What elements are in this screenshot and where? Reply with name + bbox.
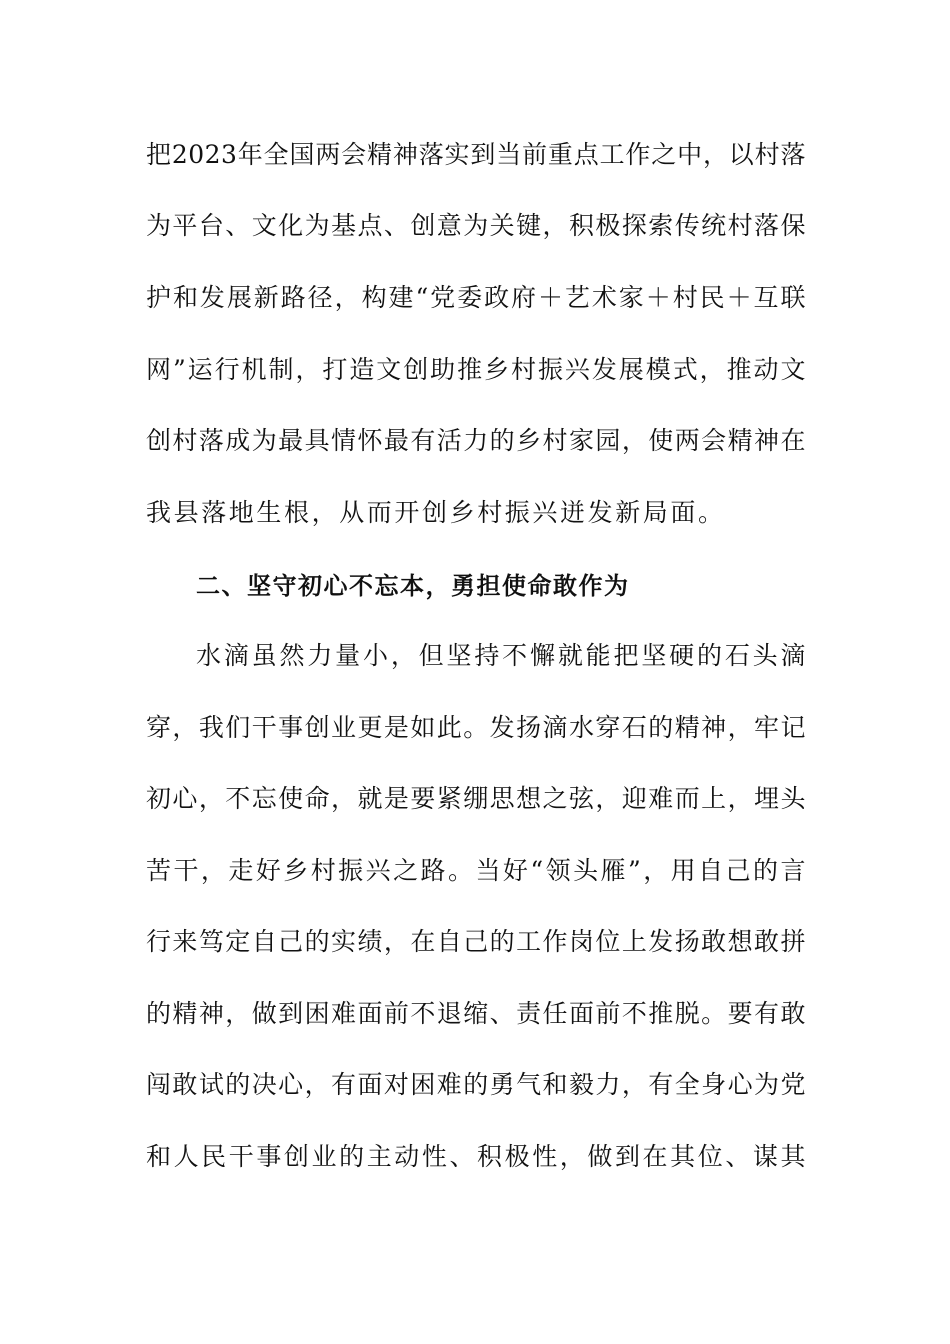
paragraph-line: 护和发展新路径，构建“党委政府＋艺术家＋村民＋互联 [146, 283, 806, 312]
paragraph-line: 把2023年全国两会精神落实到当前重点工作之中，以村落 [146, 140, 806, 169]
paragraph-line: 苦干，走好乡村振兴之路。当好“领头雁”，用自己的言 [146, 856, 806, 885]
paragraph-line: 初心，不忘使命，就是要紧绷思想之弦，迎难而上，埋头 [146, 784, 806, 813]
paragraph-line: 水滴虽然力量小，但坚持不懈就能把坚硬的石头滴 [196, 641, 806, 670]
paragraph-line: 的精神，做到困难面前不退缩、责任面前不推脱。要有敢 [146, 999, 806, 1028]
paragraph-line: 我县落地生根，从而开创乡村振兴迸发新局面。 [146, 498, 726, 527]
paragraph-line: 网”运行机制，打造文创助推乡村振兴发展模式，推动文 [146, 355, 806, 384]
paragraph-line: 和人民干事创业的主动性、积极性，做到在其位、谋其 [146, 1142, 806, 1171]
paragraph-line: 闯敢试的决心，有面对困难的勇气和毅力，有全身心为党 [146, 1070, 806, 1099]
paragraph-line: 为平台、文化为基点、创意为关键，积极探索传统村落保 [146, 211, 806, 240]
paragraph-line: 行来笃定自己的实绩，在自己的工作岗位上发扬敢想敢拼 [146, 927, 806, 956]
paragraph-line: 穿，我们干事创业更是如此。发扬滴水穿石的精神，牢记 [146, 713, 806, 742]
section-heading: 二、坚守初心不忘本，勇担使命敢作为 [196, 572, 630, 600]
paragraph-line: 创村落成为最具情怀最有活力的乡村家园，使两会精神在 [146, 426, 806, 455]
